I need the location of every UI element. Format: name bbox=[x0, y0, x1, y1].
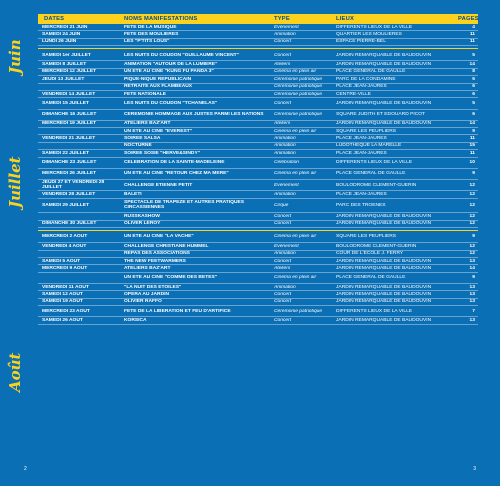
row-date: MERCREDI 19 JUILLET bbox=[42, 121, 97, 127]
row-page: 6 bbox=[472, 84, 475, 90]
row-type: Ateliers bbox=[274, 61, 291, 67]
table-row bbox=[38, 91, 478, 98]
row-type: Cinéma en plein air bbox=[274, 69, 317, 75]
row-type: Cérémonie patriotique bbox=[274, 308, 323, 314]
row-date: JEUDI 13 JUILLET bbox=[42, 76, 85, 82]
row-place: ESPACE PIERRE-BEL bbox=[336, 39, 386, 45]
row-type: Concert bbox=[274, 213, 292, 219]
table-row bbox=[38, 69, 478, 76]
row-event-name: LES NUITS DU COUDON "TCHANELAS" bbox=[124, 100, 218, 106]
row-date: SAMEDI 24 JUIN bbox=[42, 31, 81, 37]
row-date: VENDREDI 14 JUILLET bbox=[42, 91, 96, 97]
row-type: Ateliers bbox=[274, 121, 291, 127]
row-date: JEUDI 27 ET VENDREDI 28 JUILLET bbox=[42, 179, 105, 191]
month-label-august: Août bbox=[6, 352, 24, 392]
row-type: Événement bbox=[274, 243, 299, 249]
row-page: 9 bbox=[472, 128, 475, 134]
row-place: SQUARE LES PEUPLIERS bbox=[336, 128, 397, 134]
table-row bbox=[38, 121, 478, 128]
row-place: PLACE GÉNÉRAL DE GAULLE bbox=[336, 275, 406, 281]
row-type: Cirque bbox=[274, 202, 289, 208]
row-place: JARDIN REMARQUABLE DE BAUDOUVIN bbox=[336, 291, 432, 297]
row-page: 13 bbox=[469, 258, 475, 264]
row-type: Animation bbox=[274, 284, 296, 290]
row-type: Cérémonie patriotique bbox=[274, 91, 323, 97]
row-page: 13 bbox=[469, 291, 475, 297]
row-event-name: KORSICA bbox=[124, 317, 147, 323]
row-page: 5 bbox=[472, 52, 475, 58]
table-row bbox=[38, 221, 478, 228]
row-event-name: FÊTE DE LA MUSIQUE bbox=[124, 24, 177, 30]
row-event-name: CÉLÉBRATION DE LA SAINTE-MADELEINE bbox=[124, 160, 225, 166]
table-row bbox=[38, 306, 478, 317]
row-date: LUNDI 26 JUIN bbox=[42, 39, 77, 45]
row-type: Animation bbox=[274, 191, 296, 197]
row-event-name: REPAS DES ASSOCIATIONS bbox=[124, 251, 190, 257]
row-event-name: "LA NUIT DES ÉTOILES" bbox=[124, 284, 182, 290]
header-places: LIEUX bbox=[336, 16, 355, 22]
row-date: SAMEDI 15 JUILLET bbox=[42, 100, 90, 106]
row-place: JARDIN REMARQUABLE DE BAUDOUVIN bbox=[336, 61, 432, 67]
row-page: 9 bbox=[472, 171, 475, 177]
row-type: Animation bbox=[274, 136, 296, 142]
row-event-name: CHALLENGE ÉTIENNE PETIT bbox=[124, 182, 193, 188]
row-page: 14 bbox=[469, 121, 475, 127]
row-date: VENDREDI 4 AOÛT bbox=[42, 243, 87, 249]
row-event-name: UN ÉTÉ AU CINÉ "LA VACHE" bbox=[124, 234, 194, 240]
row-place: LUDOTHÈQUE LA MARELLE bbox=[336, 143, 402, 149]
table-row bbox=[38, 135, 478, 142]
row-page: 12 bbox=[469, 182, 475, 188]
row-event-name: LES "P'TITS LOUS" bbox=[124, 39, 170, 45]
row-event-name: UN ÉTÉ AU CINÉ "COMME DES BÊTES" bbox=[124, 275, 218, 281]
row-type: Événement bbox=[274, 24, 299, 30]
row-event-name: CHALLENGE CHRISTIANE HUMMEL bbox=[124, 243, 209, 249]
row-type: Cinéma en plein air bbox=[274, 128, 317, 134]
table-row bbox=[38, 291, 478, 298]
row-place: DIFFÉRENTS LIEUX DE LA VILLE bbox=[336, 160, 413, 166]
row-place: DIFFÉRENTS LIEUX DE LA VILLE bbox=[336, 308, 413, 314]
row-date: VENDREDI 11 AOÛT bbox=[42, 284, 89, 290]
table-row bbox=[38, 31, 478, 38]
row-event-name: ATELIERS BAZ'ART bbox=[124, 121, 171, 127]
row-type: Cérémonie patriotique bbox=[274, 111, 323, 117]
row-place: JARDIN REMARQUABLE DE BAUDOUVIN bbox=[336, 213, 432, 219]
row-page: 7 bbox=[472, 308, 475, 314]
row-page: 12 bbox=[469, 243, 475, 249]
row-page: 14 bbox=[469, 265, 475, 271]
table-row bbox=[38, 128, 478, 135]
row-type: Cinéma en plein air bbox=[274, 275, 317, 281]
row-type: Concert bbox=[274, 258, 292, 264]
month-label-june: Juin bbox=[6, 39, 24, 74]
row-type: Animation bbox=[274, 143, 296, 149]
row-page: 13 bbox=[469, 284, 475, 290]
row-page: 13 bbox=[469, 317, 475, 323]
row-type: Concert bbox=[274, 291, 292, 297]
row-page: 11 bbox=[469, 39, 475, 45]
row-event-name: UN ÉTÉ AU CINÉ "KUNG FU PANDA 3" bbox=[124, 69, 214, 75]
row-date: DIMANCHE 30 JUILLET bbox=[42, 221, 97, 227]
table-row bbox=[38, 232, 478, 243]
row-page: 4 bbox=[472, 24, 475, 30]
row-type: Animation bbox=[274, 31, 296, 37]
row-date: MERCREDI 12 JUILLET bbox=[42, 69, 97, 75]
row-place: JARDIN REMARQUABLE DE BAUDOUVIN bbox=[336, 299, 432, 305]
row-place: QUARTIER LES MOULIÈRES bbox=[336, 31, 402, 37]
row-date: DIMANCHE 23 JUILLET bbox=[42, 160, 97, 166]
row-event-name: PIQUE-NIQUE RÉPUBLICAIN bbox=[124, 76, 192, 82]
row-place: PLACE JEAN-JAURÈS bbox=[336, 191, 387, 197]
table-row bbox=[38, 76, 478, 83]
row-page: 9 bbox=[472, 234, 475, 240]
row-date: VENDREDI 21 JUILLET bbox=[42, 136, 96, 142]
row-place: CENTRE-VILLE bbox=[336, 91, 372, 97]
row-place: JARDIN REMARQUABLE DE BAUDOUVIN bbox=[336, 100, 432, 106]
table-row bbox=[38, 284, 478, 291]
row-event-name: ANIMATION "AUTOUR DE LA LUMIÈRE" bbox=[124, 61, 218, 67]
row-date: MERCREDI 2 AOÛT bbox=[42, 234, 88, 240]
row-type: Célébration bbox=[274, 160, 300, 166]
row-page: 12 bbox=[469, 213, 475, 219]
row-date: SAMEDI 29 JUILLET bbox=[42, 202, 90, 208]
row-place: SQUARE LES PEUPLIERS bbox=[336, 234, 397, 240]
row-event-name: ATELIERS BAZ'ART bbox=[124, 265, 171, 271]
table-row bbox=[38, 110, 478, 121]
row-page: 15 bbox=[469, 143, 475, 149]
section-august bbox=[38, 230, 478, 325]
table-row bbox=[38, 213, 478, 220]
row-date: SAMEDI 19 AOÛT bbox=[42, 299, 83, 305]
row-date: MERCREDI 9 AOÛT bbox=[42, 265, 88, 271]
row-page: 14 bbox=[469, 61, 475, 67]
table-row bbox=[38, 50, 478, 61]
row-event-name: RUSSKASHOW bbox=[124, 213, 160, 219]
row-type: Cinéma en plein air bbox=[274, 234, 317, 240]
row-page: 12 bbox=[469, 221, 475, 227]
row-type: Animation bbox=[274, 251, 296, 257]
row-event-name: NOCTURNE bbox=[124, 143, 152, 149]
row-page: 12 bbox=[469, 202, 475, 208]
row-page: 10 bbox=[469, 160, 475, 166]
row-type: Concert bbox=[274, 52, 292, 58]
row-date: SAMEDI 26 AOÛT bbox=[42, 317, 83, 323]
table-row bbox=[38, 169, 478, 180]
table-row bbox=[38, 39, 478, 46]
row-place: JARDIN REMARQUABLE DE BAUDOUVIN bbox=[336, 258, 432, 264]
table-row bbox=[38, 150, 478, 157]
row-event-name: SOIRÉE SOSIE "HERVÉ&SINDY" bbox=[124, 150, 201, 156]
row-page: 9 bbox=[472, 275, 475, 281]
row-page: 11 bbox=[469, 150, 475, 156]
row-event-name: RETRAITE AUX FLAMBEAUX bbox=[124, 84, 193, 90]
row-place: JARDIN REMARQUABLE DE BAUDOUVIN bbox=[336, 317, 432, 323]
events-table bbox=[38, 14, 478, 325]
header-dates: DATES bbox=[44, 16, 65, 22]
row-event-name: SOIRÉE SALSA bbox=[124, 136, 161, 142]
row-event-name: FÊTE NATIONALE bbox=[124, 91, 167, 97]
table-row bbox=[38, 180, 478, 191]
header-pages: PAGES bbox=[458, 16, 479, 22]
row-page: 8 bbox=[472, 69, 475, 75]
table-row bbox=[38, 191, 478, 198]
row-type: Cérémonie patriotique bbox=[274, 76, 323, 82]
row-place: PARC DES TROÈNES bbox=[336, 202, 386, 208]
row-page: 6 bbox=[472, 76, 475, 82]
row-place: JARDIN REMARQUABLE DE BAUDOUVIN bbox=[336, 221, 432, 227]
row-event-name: UN ÉTÉ AU CINÉ "RETOUR CHEZ MA MÈRE" bbox=[124, 171, 229, 177]
row-page: 6 bbox=[472, 91, 475, 97]
row-date: SAMEDI 22 JUILLET bbox=[42, 150, 90, 156]
table-row bbox=[38, 243, 478, 250]
row-page: 12 bbox=[469, 191, 475, 197]
row-event-name: UN ÉTÉ AU CINÉ "EVEREST" bbox=[124, 128, 193, 134]
header-names: NOMS MANIFESTATIONS bbox=[124, 16, 198, 22]
row-type: Animation bbox=[274, 150, 296, 156]
row-type: Concert bbox=[274, 317, 292, 323]
row-type: Concert bbox=[274, 100, 292, 106]
row-type: Cérémonie patriotique bbox=[274, 84, 323, 90]
table-row bbox=[38, 98, 478, 109]
row-date: SAMEDI 12 AOÛT bbox=[42, 291, 83, 297]
row-place: PARC DE LA CONDAMINE bbox=[336, 76, 396, 82]
row-event-name: SPECTACLE DE TRAPÈZE ET AUTRES PRATIQUES CIRCASSIENNES bbox=[124, 200, 245, 211]
row-type: Concert bbox=[274, 221, 292, 227]
row-place: DIFFÉRENTS LIEUX DE LA VILLE bbox=[336, 24, 413, 30]
row-event-name: LES NUITS DU COUDON "GUILLAUME VINCENT" bbox=[124, 52, 239, 58]
row-type: Cinéma en plein air bbox=[274, 171, 317, 177]
row-date: SAMEDI 1er JUILLET bbox=[42, 52, 91, 58]
page-number-left: 2 bbox=[24, 466, 27, 472]
row-event-name: FÊTE DES MOULIÈRES bbox=[124, 31, 179, 37]
month-label-july: Juillet bbox=[6, 156, 24, 208]
row-page: 11 bbox=[469, 31, 475, 37]
row-page: 11 bbox=[469, 136, 475, 142]
header-type: TYPE bbox=[274, 16, 290, 22]
row-event-name: OLIVIER RAFFO bbox=[124, 299, 162, 305]
row-place: PLACE GÉNÉRAL DE GAULLE bbox=[336, 171, 406, 177]
row-date: VENDREDI 28 JUILLET bbox=[42, 191, 96, 197]
table-row bbox=[38, 299, 478, 306]
row-place: PLACE JEAN-JAURÈS bbox=[336, 84, 387, 90]
row-page: 12 bbox=[469, 251, 475, 257]
row-page: 6 bbox=[472, 111, 475, 117]
row-date: MERCREDI 23 AOÛT bbox=[42, 308, 90, 314]
table-row bbox=[38, 317, 478, 324]
row-page: 5 bbox=[472, 100, 475, 106]
row-date: SAMEDI 8 JUILLET bbox=[42, 61, 87, 67]
row-place: COUR DE L'ÉCOLE J. FERRY bbox=[336, 251, 404, 257]
table-row bbox=[38, 199, 478, 214]
table-row bbox=[38, 258, 478, 265]
page-number-right: 3 bbox=[473, 466, 476, 472]
row-place: PLACE JEAN-JAURÈS bbox=[336, 136, 387, 142]
row-type: Concert bbox=[274, 299, 292, 305]
row-place: SQUARE JUDITH ET ÉDOUARD PICOT bbox=[336, 111, 426, 117]
section-june bbox=[38, 24, 478, 46]
row-date: MERCREDI 26 JUILLET bbox=[42, 171, 97, 177]
table-row bbox=[38, 158, 478, 169]
row-type: Ateliers bbox=[274, 265, 291, 271]
row-event-name: OPÉRA AU JARDIN bbox=[124, 291, 170, 297]
row-event-name: BALETI bbox=[124, 191, 142, 197]
row-event-name: CÉRÉMONIE HOMMAGE AUX JUSTES PARMI LES NATIONS bbox=[124, 111, 264, 117]
row-place: JARDIN REMARQUABLE DE BAUDOUVIN bbox=[336, 52, 432, 58]
row-place: BOULODROME CLÉMENT-GUÉRIN bbox=[336, 182, 417, 188]
row-place: JARDIN REMARQUABLE DE BAUDOUVIN bbox=[336, 284, 432, 290]
section-july bbox=[38, 48, 478, 228]
row-place: PLACE JEAN-JAURÈS bbox=[336, 150, 387, 156]
row-place: JARDIN REMARQUABLE DE BAUDOUVIN bbox=[336, 265, 432, 271]
table-row bbox=[38, 265, 478, 272]
table-row bbox=[38, 61, 478, 68]
row-date: DIMANCHE 16 JUILLET bbox=[42, 111, 97, 117]
row-place: JARDIN REMARQUABLE DE BAUDOUVIN bbox=[336, 121, 432, 127]
table-row bbox=[38, 273, 478, 284]
table-row bbox=[38, 84, 478, 91]
row-event-name: OLIVER LEROY bbox=[124, 221, 161, 227]
table-row bbox=[38, 251, 478, 258]
row-place: BOULODROME CLÉMENT-GUÉRIN bbox=[336, 243, 417, 249]
row-page: 13 bbox=[469, 299, 475, 305]
row-type: Événement bbox=[274, 182, 299, 188]
row-date: SAMEDI 5 AOÛT bbox=[42, 258, 81, 264]
row-type: Concert bbox=[274, 39, 292, 45]
row-date: MERCREDI 21 JUIN bbox=[42, 24, 88, 30]
table-row bbox=[38, 24, 478, 31]
row-event-name: THE NEW FEETWARMERS bbox=[124, 258, 186, 264]
table-row bbox=[38, 143, 478, 150]
row-place: PLACE GÉNÉRAL DE GAULLE bbox=[336, 69, 406, 75]
row-event-name: FÊTE DE LA LIBÉRATION ET FEU D'ARTIFICE bbox=[124, 308, 231, 314]
table-header bbox=[38, 14, 478, 24]
